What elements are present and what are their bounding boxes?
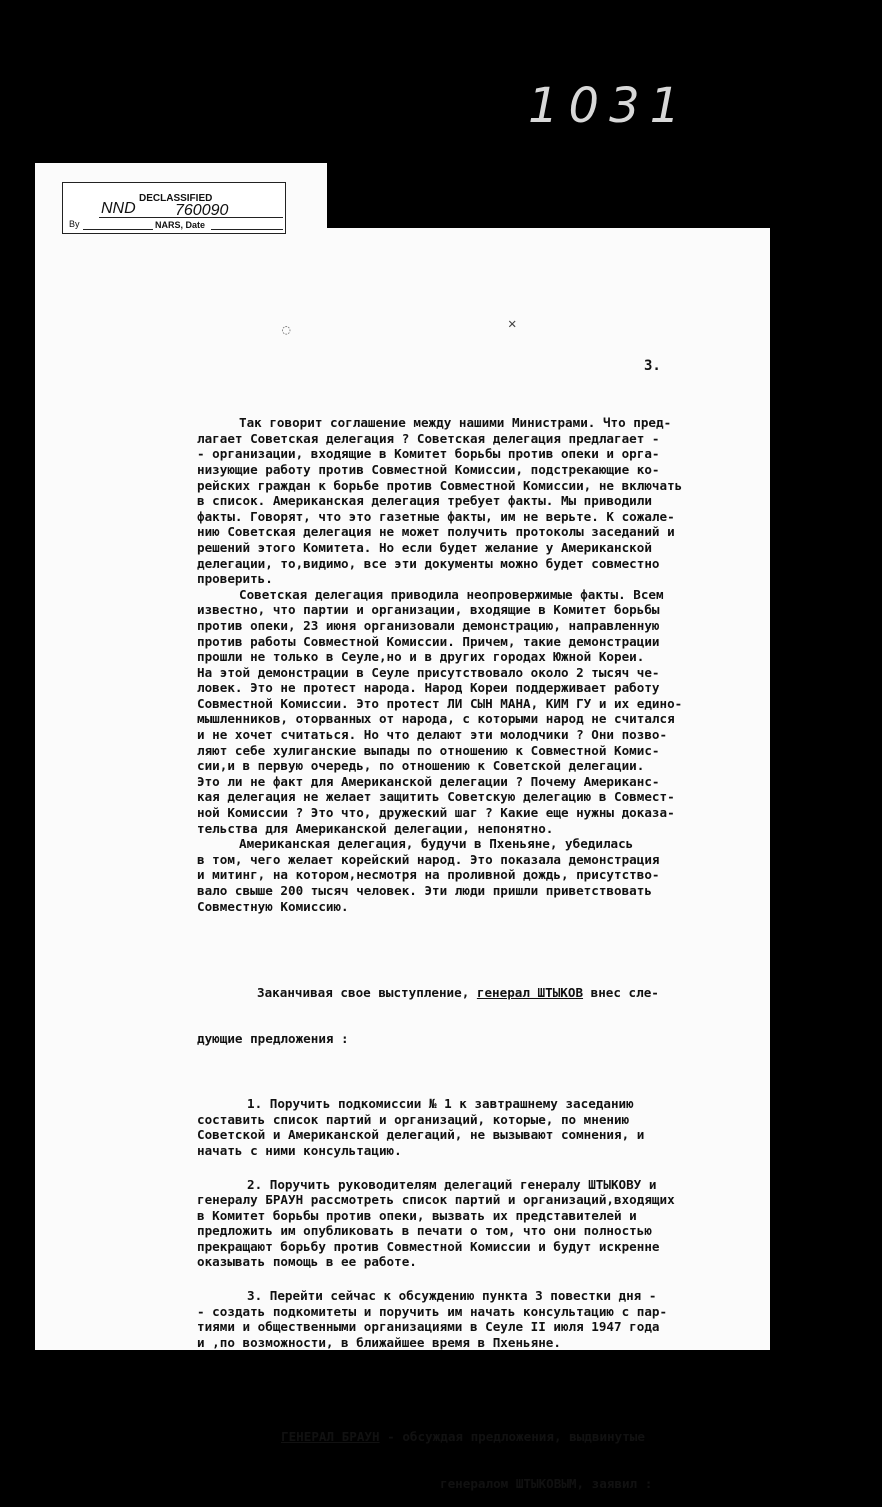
paragraph <box>197 415 737 587</box>
declassification-stamp <box>62 182 286 234</box>
text-line: в список. Американская делегация требует факты. Мы приводили <box>197 493 652 509</box>
final-statement: ГЕНЕРАЛ БРАУН - обсуждая предложения, выдвинутые <box>281 1428 645 1444</box>
text-line: тиями и общественными организациями в Сеуле II июля 1947 года <box>197 1319 660 1335</box>
text-line: решений этого Комитета. Но если будет желание у Американской <box>197 539 652 555</box>
paragraph <box>197 836 737 914</box>
text-line: в том, чего желает корейский народ. Это показала демонстрация <box>197 851 660 867</box>
proposal-item <box>197 1288 737 1350</box>
text-line: 3. Перейти сейчас к обсуждению пункта 3 повестки дня - <box>247 1288 657 1304</box>
text-line: прекращают борьбу против Совместной Комиссии и будут искренне <box>197 1238 660 1254</box>
text-line: генералу БРАУН рассмотреть список партий и организаций,входящих <box>197 1192 675 1208</box>
stamp-nnd-number: 760090 <box>175 202 229 219</box>
text-line: известно, что партии и организации, входящие в Комитет борьбы <box>197 602 660 618</box>
closing-intro: Заканчивая свое выступление, генерал ШТЫКОВ внес сле- <box>257 984 659 1000</box>
frame-number: 1031 <box>528 78 691 134</box>
text-line: Совместной Комиссии. Это протест ЛИ СЫН МАНА, КИМ ГУ и их едино- <box>197 695 683 711</box>
text-line: делегации, то,видимо, все эти документы можно будет совместно <box>197 555 660 571</box>
proposal-item <box>197 1177 737 1271</box>
text-line: 1. Поручить подкомиссии № 1 к завтрашнему заседанию <box>247 1096 634 1112</box>
text-line: начать с ними консультацию. <box>197 1142 402 1158</box>
text-line: Американская делегация, будучи в Пхеньяне, убедилась <box>239 836 634 852</box>
proposals-list <box>197 1078 737 1350</box>
page-number: 3. <box>644 358 661 374</box>
stamp-underline <box>99 217 283 218</box>
text-line: Совместную Комиссию. <box>197 898 349 914</box>
text-line: низующие работу против Совместной Комиссии, подстрекающие ко- <box>197 461 660 477</box>
closing-intro-line2: дующие предложения : <box>197 1031 349 1047</box>
text-line: Так говорит соглашение между нашими Министрами. Что пред- <box>239 415 672 431</box>
text-line: составить список партий и организаций, которые, по мнению <box>197 1111 630 1127</box>
text-line: факты. Говорят, что это газетные факты, им не верьте. К сожале- <box>197 508 675 524</box>
text-line: лагает Советская делегация ? Советская делегация предлагает - <box>197 430 660 446</box>
speaker-brown: ГЕНЕРАЛ БРАУН <box>281 1428 380 1444</box>
scan-artifact-mark: ✕ <box>508 316 517 332</box>
text-line: - организации, входящие в Комитет борьбы против опеки и орга- <box>197 446 660 462</box>
text-line: в Комитет борьбы против опеки, вызвать их представителей и <box>197 1207 637 1223</box>
stamp-underline <box>211 229 283 230</box>
final-statement-line2: генералом ШТЫКОВЫМ, заявил : <box>440 1475 653 1491</box>
text-line: ловек. Это не протест народа. Народ Кореи поддерживает работу <box>197 680 660 696</box>
document-body <box>197 384 737 1507</box>
text-line: ляют себе хулиганские выпады по отношению к Совместной Комис- <box>197 742 660 758</box>
text-line: тельства для Американской делегации, непонятно. <box>197 820 554 836</box>
text-line: рейских граждан к борьбе против Совместной Комиссии, не включать <box>197 477 683 493</box>
text-line: проверить. <box>197 571 273 587</box>
text-line: Советской и Американской делегаций, не вызывают сомнения, и <box>197 1127 645 1143</box>
text-line: против опеки, 23 июня организовали демонстрацию, направленную <box>197 617 660 633</box>
text-line: против работы Совместной Комиссии. Причем, такие демонстрации <box>197 633 660 649</box>
text-line: кая делегация не желает защитить Советскую делегацию в Совмест- <box>197 789 675 805</box>
paragraph <box>197 587 737 837</box>
stamp-nnd-label: NND <box>101 200 136 217</box>
text-line: и не хочет считаться. Но что делают эти молодчики ? Они позво- <box>197 727 668 743</box>
text-line: и митинг, на котором,несмотря на проливной дождь, присутство- <box>197 867 660 883</box>
text-line: нию Советская делегация не может получить протоколы заседаний и <box>197 524 675 540</box>
text-line: сии,и в первую очередь, по отношению к Советской делегации. <box>197 758 645 774</box>
proposal-item <box>197 1096 737 1158</box>
stamp-underline <box>83 229 153 230</box>
text-line: На этой демонстрации в Сеуле присутствовало около 2 тысяч че- <box>197 664 660 680</box>
text-line: и ,по возможности, в ближайшее время в Пхеньяне. <box>197 1334 561 1350</box>
text-line: Это ли не факт для Американской делегации ? Почему Американс- <box>197 773 660 789</box>
text-line: прошли не только в Сеуле,но и в других городах Южной Кореи. <box>197 649 645 665</box>
text-line: оказывать помощь в ее работе. <box>197 1254 417 1270</box>
text-line: Советская делегация приводила неопровержимые факты. Всем <box>239 586 664 602</box>
text-line: - создать подкомитеты и поручить им начать консультацию с пар- <box>197 1303 668 1319</box>
text-line: предложить им опубликовать в печати о том, что они полностью <box>197 1223 652 1239</box>
text-line: вало свыше 200 тысяч человек. Эти люди пришли приветствовать <box>197 883 652 898</box>
text-line: ной Комиссии ? Это что, дружеский шаг ? Какие еще нужны доказа- <box>197 805 675 821</box>
stamp-nars-label: NARS, Date <box>155 220 206 230</box>
stamp-declassified: DECLASSIFIED <box>139 193 213 204</box>
paragraphs <box>197 415 737 914</box>
text-line: 2. Поручить руководителям делегаций генералу ШТЫКОВУ и <box>247 1176 657 1192</box>
stamp-by-label: By <box>69 219 80 229</box>
scan-artifact-mark: ◌ <box>282 322 291 338</box>
text-line: мышленников, оторванных от народа, с которыми народ не считался <box>197 711 675 727</box>
speaker-shtykov: генерал ШТЫКОВ <box>476 984 584 1000</box>
